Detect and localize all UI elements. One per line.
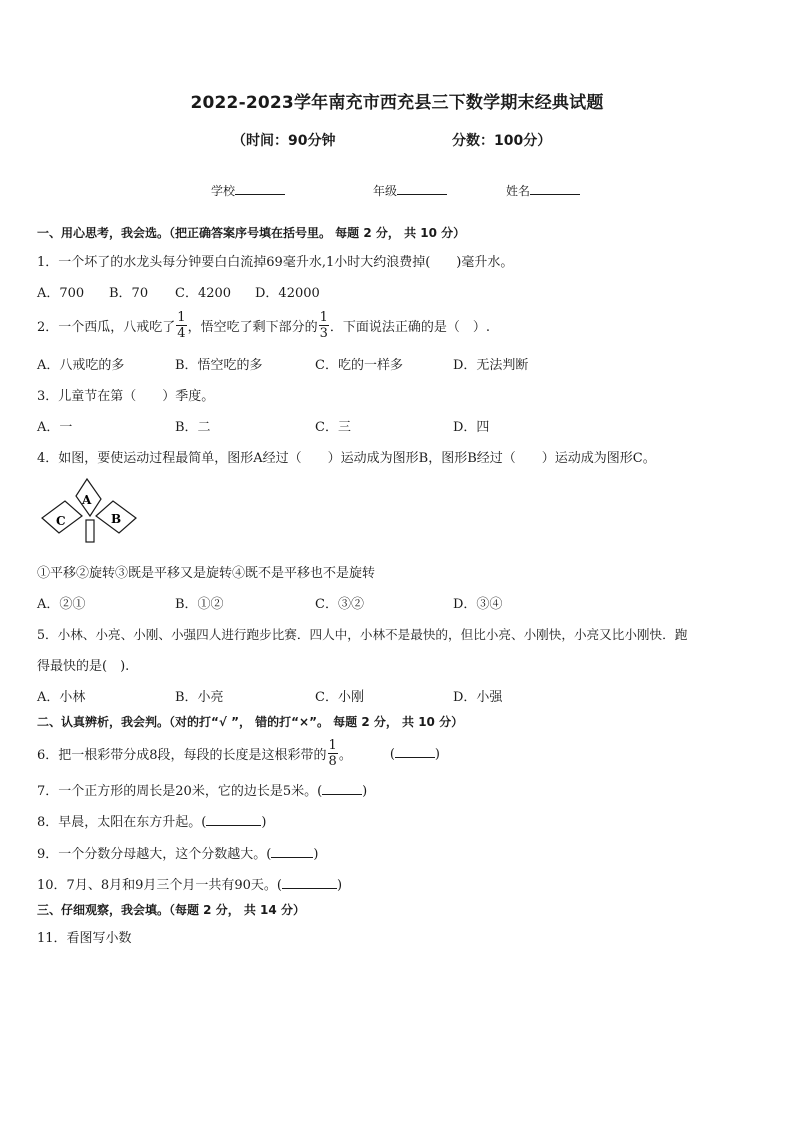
question-5-line-1: 5．小林、小亮、小刚、小强四人进行跑步比赛．四人中，小林不是最快的，但比小亮、小刚快，小亮又比小刚快．跑 <box>37 627 688 642</box>
q6-answer[interactable]: ( ) <box>389 747 440 762</box>
q5-option-a[interactable]: A．小林 <box>37 690 86 705</box>
name-blank[interactable] <box>530 182 580 195</box>
page-title: 2022-2023学年南充市西充县三下数学期末经典试题 <box>190 93 604 113</box>
q4-option-d[interactable]: D．③④ <box>453 597 503 612</box>
question-2 <box>37 310 490 341</box>
q4-option-b[interactable]: B．①② <box>175 597 224 612</box>
question-8 <box>37 811 266 830</box>
grade-blank[interactable] <box>397 182 447 195</box>
exam-time: （时间：90分钟 <box>232 133 336 149</box>
question-1: 1．一个坏了的水龙头每分钟要白白流掉69毫升水,1小时大约浪费掉( )毫升水。 <box>37 255 514 270</box>
school-label: 学校 <box>211 184 236 198</box>
label-c: C <box>56 514 66 528</box>
q3-option-c[interactable]: C．三 <box>315 420 351 435</box>
q9-text: 9．一个分数分母越大，这个分数越大。 <box>37 847 267 862</box>
q5-option-b[interactable]: B．小亮 <box>175 690 224 705</box>
section-2-heading: 二、认真辨析，我会判。（对的打“√ ”， 错的打“×”。 每题 2 分， 共 10 分） <box>37 715 464 729</box>
q9-answer[interactable]: ( ) <box>266 847 319 862</box>
section-3-heading: 三、仔细观察，我会填。（每题 2 分， 共 14 分） <box>37 903 305 917</box>
q7-answer[interactable]: ( ) <box>317 784 368 799</box>
q1-option-a[interactable]: A．700 <box>37 286 85 301</box>
question-4: 4．如图，要使运动过程最简单，图形A经过（ ）运动成为图形B，图形B经过（ ）运动成为图形C。 <box>37 451 656 466</box>
q8-answer[interactable]: ( ) <box>201 815 267 830</box>
q3-option-a[interactable]: A．一 <box>37 420 73 435</box>
question-10 <box>37 874 342 893</box>
q6-fraction: $\frac{1}{8}$ <box>328 738 337 769</box>
q4-choices: ①平移②旋转③既是平移又是旋转④既不是平移也不是旋转 <box>37 566 376 581</box>
question-11: 11．看图写小数 <box>37 931 132 946</box>
q2-fraction-2: $\frac{1}{3}$ <box>319 310 328 341</box>
q2-text-pre: 2．一个西瓜，八戒吃了 <box>37 320 176 335</box>
q7-text: 7．一个正方形的周长是20米，它的边长是5米。 <box>37 784 318 799</box>
q4-figure <box>38 476 142 546</box>
q1-option-c[interactable]: C．4200 <box>175 286 232 301</box>
q5-option-c[interactable]: C．小刚 <box>315 690 364 705</box>
q6-text-post: 。 <box>338 748 352 763</box>
q10-answer[interactable]: ( ) <box>276 878 343 893</box>
grade-label: 年级 <box>373 184 398 198</box>
school-field[interactable] <box>211 182 285 199</box>
q2-fraction-1: $\frac{1}{4}$ <box>177 310 186 341</box>
q3-option-b[interactable]: B．二 <box>175 420 211 435</box>
name-label: 姓名 <box>506 184 531 198</box>
section-1-heading: 一、用心思考，我会选。（把正确答案序号填在括号里。 每题 2 分， 共 10 分） <box>37 226 466 240</box>
q8-text: 8．早晨，太阳在东方升起。 <box>37 815 202 830</box>
question-9 <box>37 843 318 862</box>
q2-option-d[interactable]: D．无法判断 <box>453 358 529 373</box>
name-field[interactable] <box>506 182 580 199</box>
school-blank[interactable] <box>235 182 285 195</box>
question-6 <box>37 738 440 769</box>
label-b: B <box>111 512 122 526</box>
q4-option-c[interactable]: C．③② <box>315 597 364 612</box>
q3-option-d[interactable]: D．四 <box>453 420 490 435</box>
q2-option-a[interactable]: A．八戒吃的多 <box>37 358 125 373</box>
q2-text-mid: ，悟空吃了剩下部分的 <box>187 320 318 335</box>
base-rect <box>86 520 94 542</box>
q2-option-c[interactable]: C．吃的一样多 <box>315 358 403 373</box>
exam-score: 分数：100分） <box>452 133 552 149</box>
question-5-line-2: 得最快的是( ). <box>37 659 130 674</box>
q6-text-pre: 6．把一根彩带分成8段，每段的长度是这根彩带的 <box>37 748 327 763</box>
label-a: A <box>82 493 92 507</box>
question-7 <box>37 780 367 799</box>
q4-option-a[interactable]: A．②① <box>37 597 86 612</box>
grade-field[interactable] <box>373 182 447 199</box>
q2-text-post: ．下面说法正确的是（ ）. <box>329 320 490 335</box>
q5-option-d[interactable]: D．小强 <box>453 690 503 705</box>
q10-text: 10．7月、8月和9月三个月一共有90天。 <box>37 878 277 893</box>
question-3: 3．儿童节在第（ ）季度。 <box>37 389 215 404</box>
q2-option-b[interactable]: B．悟空吃的多 <box>175 358 263 373</box>
q1-option-b[interactable]: B．70 <box>109 286 149 301</box>
q1-option-d[interactable]: D．42000 <box>255 286 320 301</box>
